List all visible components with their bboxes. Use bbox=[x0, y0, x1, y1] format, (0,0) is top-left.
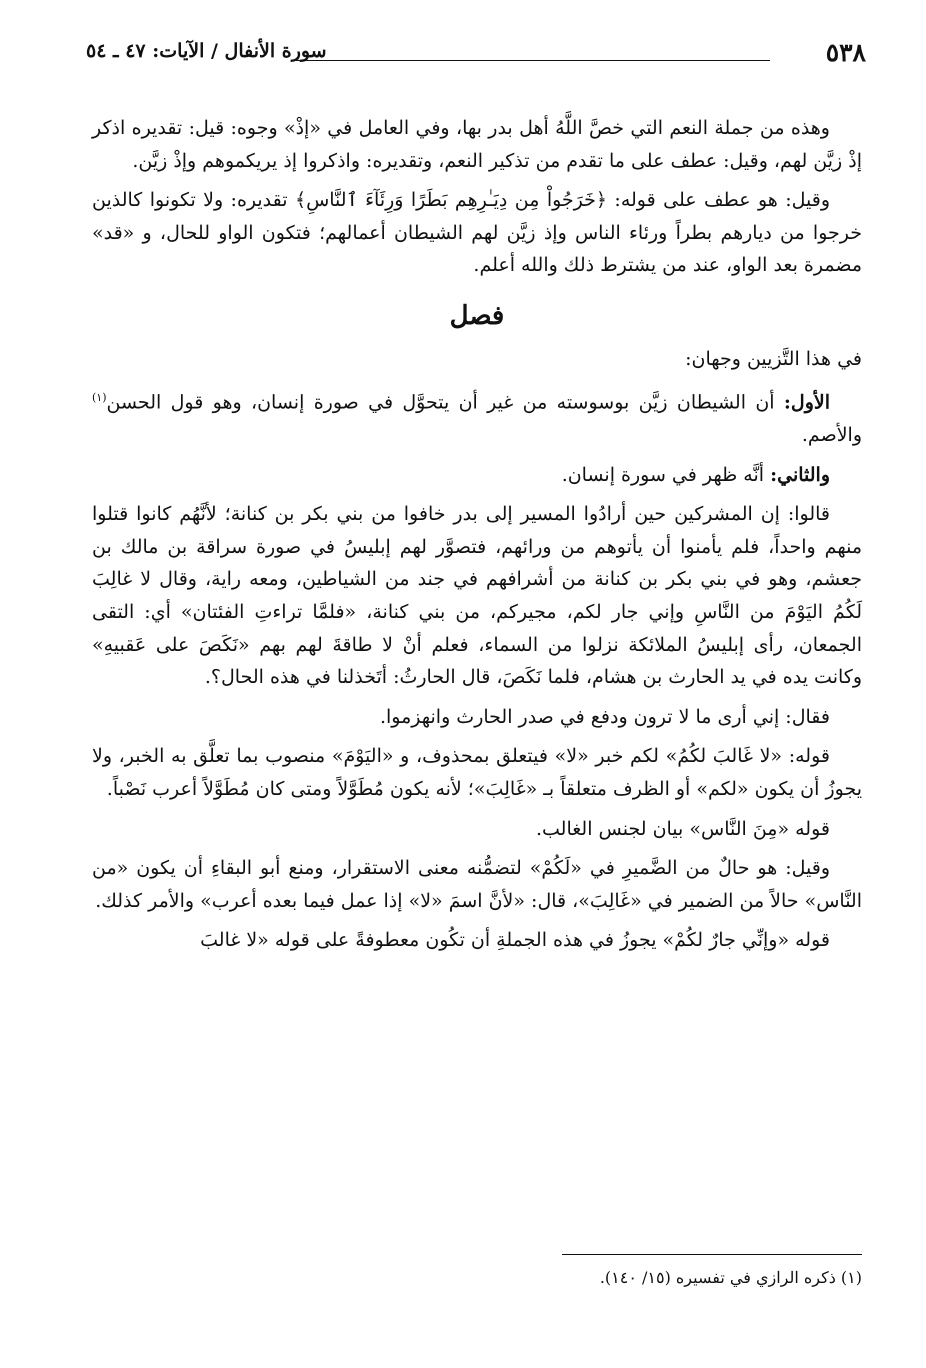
paragraph: وقيل: هو عطف على قوله: ﴿خَرَجُواْ مِن دِيَـٰرِهِم بَطَرًا وَرِئَآءَ ٱلنَّاسِ﴾ تقديره: ولا تكونوا كالذين خرجوا من ديارهم بطراً ورئاء الناس وإذ زيَّن لهم الشيطان أعمالهم؛ فتكون الواو للحال، و «قد» مضمرة بعد الواو، عند من يشترط ذلك والله أعلم. bbox=[92, 189, 862, 277]
first-label: الأول: bbox=[783, 391, 830, 414]
paragraph: وهذه من جملة النعم التي خصَّ اللَّهُ أهل بدر بها، وفي العامل في «إذْ» وجوه: قيل: تقديره اذكر إذْ زيَّن لهم، وقيل: عطف على ما تقدم من تذكير النعم، وتقديره: واذكروا إذ يريكموهم وإذْ زيَّن. bbox=[92, 117, 862, 172]
paragraph: قوله «مِنَ النَّاس» بيان لجنس الغالب. bbox=[535, 817, 830, 840]
main-text bbox=[92, 112, 862, 964]
footnote: (١) ذكره الرازي في تفسيره (١٥/ ١٤٠). bbox=[599, 1268, 862, 1287]
paragraph: قالوا: إن المشركين حين أرادُوا المسير إلى بدر خافوا من بني بكر بن كنانة؛ لأنَّهُم كانوا قتلوا منهم واحداً، فلم يأمنوا أن يأتوهم من ورائهم، فتصوَّر لهم إبليسُ في صورة سراقة بن مالك بن جعشم، وهو في بني بكر بن كنانة من أشرافهم في جند من الشياطين، ومعه راية، وقال لا غالِبَ لَكُمُ اليَوْمَ من النَّاسِ وإني جار لكم، مجيركم، من بني كنانة، «فلمَّا تراءتِ الفئتان» أي: التقى الجمعان، رأى إبليسُ الملائكة نزلوا من السماء، فعلم أنْ لا طاقةَ لهم بهم «نَكَصَ على عَقبيهِ» وكانت يده في يد الحارث بن هشام، فلما نَكَصَ، قال الحارثُ: أتَخذلنا في هذه الحال؟. bbox=[92, 503, 862, 689]
footnote-marker: (١) bbox=[92, 391, 107, 405]
first-text-end: والأصم. bbox=[801, 424, 862, 447]
second-text: أنَّه ظهر في سورة إنسان. bbox=[561, 463, 771, 486]
paragraph-second-view bbox=[92, 459, 862, 492]
paragraph: في هذا التَّزيين وجهان: bbox=[685, 347, 862, 370]
paragraph-first-view bbox=[92, 382, 862, 452]
paragraph: قوله: «لا غَالبَ لكُمُ» لكم خبر «لا» فيتعلق بمحذوف، و «اليَوْمَ» منصوب بما تعلَّق به الخبر، ولا يجوزُ أن يكون «لكم» أو الظرف متعلقاً بـ «غَالِبَ»؛ لأنه يكون مُطَوَّلاً ومتى كان مُطَوَّلاً أعرب نَصْباً. bbox=[92, 745, 862, 801]
running-title: سورة الأنفال / الآيات: ٤٧ ـ ٥٤ bbox=[86, 40, 327, 62]
page-header bbox=[86, 38, 866, 68]
footnote-separator bbox=[562, 1254, 862, 1255]
paragraph: قوله «وإنِّي جارٌ لكُمْ» يجوزُ في هذه الجملةِ أن تكُون معطوفةً على قوله «لا غالبَ bbox=[200, 929, 830, 952]
section-heading: فصل bbox=[449, 300, 505, 331]
page-number: ٥٣٨ bbox=[825, 38, 866, 67]
first-text: أن الشيطان زيَّن بوسوسته من غير أن يتحوَّل في صورة إنسان، وهو قول الحسن bbox=[106, 391, 784, 414]
paragraph: وقيل: هو حالٌ من الضَّميرِ في «لَكُمْ» لتضمُّنه معنى الاستقرار، ومنع أبو البقاءِ أن يكون «من النَّاس» حالاً من الضمير في «غَالِبَ»، قال: «لأنَّ اسمَ «لا» إذا عمل فيما بعده أعرب» والأمر كذلك. bbox=[92, 857, 862, 912]
paragraph: فقال: إني أرى ما لا ترون ودفع في صدر الحارث وانهزموا. bbox=[379, 705, 830, 728]
header-rule bbox=[296, 60, 770, 61]
second-label: والثاني: bbox=[770, 463, 830, 486]
